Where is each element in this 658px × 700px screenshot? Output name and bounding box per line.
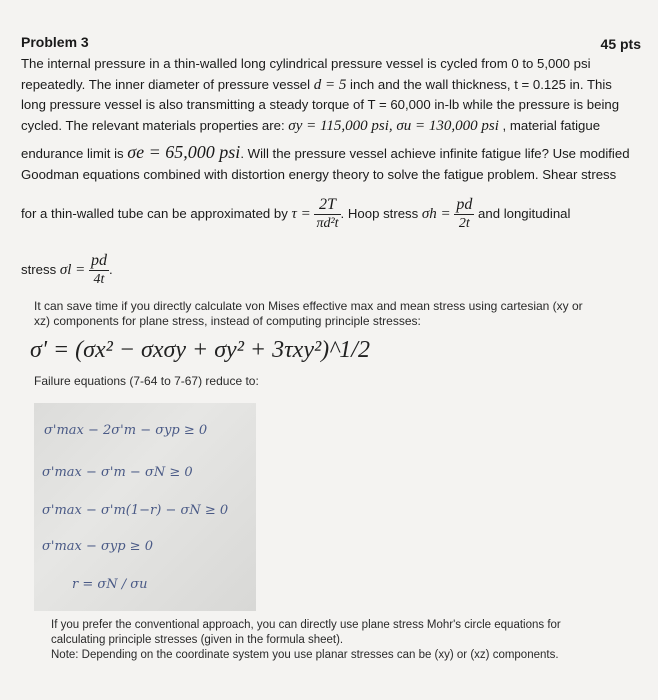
hoop-lhs: σh = [421, 205, 451, 222]
von-mises-formula: σ' = (σx² − σxσy + σy² + 3τxy²)^1/2 [30, 337, 370, 363]
handwritten-equations-image [34, 403, 256, 611]
von-mises-note [34, 299, 639, 329]
text: . Hoop stress [340, 205, 422, 221]
denominator: πd²t [316, 216, 339, 231]
numerator: 2T [314, 196, 340, 215]
formula-line-1 [21, 196, 570, 233]
endurance-limit-eq: σe = 65,000 psi [127, 142, 241, 162]
handwritten-eq-2: σ'max − σ'm − σN ≥ 0 [42, 465, 193, 480]
denominator: 2t [458, 216, 470, 231]
text: This [583, 76, 612, 92]
failure-equations-label: Failure equations (7-64 to 7-67) reduce to: [34, 374, 259, 388]
text: repeatedly. The inner diameter of pressure vessel [21, 76, 314, 92]
bottom-note-line-2: calculating principle stresses (given in the formula sheet). [51, 634, 344, 646]
text: stress [21, 261, 60, 277]
statement-line-6: Goodman equations combined with distortion energy theory to solve the fatigue problem. Shear stress [21, 166, 617, 182]
text: cycled. The relevant materials properties are: [21, 117, 289, 133]
long-lhs: σl = [59, 261, 86, 278]
handwritten-eq-5: r = σN / σu [72, 577, 148, 592]
statement-line-1: The internal pressure in a thin-walled long cylindrical pressure vessel is cycled from 0 to 5,000 psi [21, 56, 591, 71]
formula-line-2 [21, 252, 113, 289]
handwritten-eq-1: σ'max − 2σ'm − σyp ≥ 0 [44, 423, 208, 438]
problem-points: 45 pts [600, 36, 641, 52]
hoop-stress-fraction [454, 196, 474, 233]
thickness-eq: t = 0.125 in. [514, 76, 584, 92]
handwritten-eq-4: σ'max − σyp ≥ 0 [42, 539, 153, 554]
statement-line-2 [21, 75, 643, 96]
text: . Will the pressure vessel achieve infinite fatigue life? Use modified [240, 146, 630, 161]
text: and longitudinal [478, 205, 571, 221]
bottom-note-line-3: Note: Depending on the coordinate system you use planar stresses can be (xy) or (xz) components. [51, 649, 559, 661]
longitudinal-stress-fraction [89, 252, 109, 289]
diameter-eq: d = 5 [313, 76, 347, 93]
text: . [108, 261, 113, 277]
text: inch and the wall thickness, [346, 76, 515, 92]
note-line-1: It can save time if you directly calculate von Mises effective max and mean stress using cartesian (xy or [34, 299, 583, 313]
denominator: 4t [93, 272, 105, 287]
bottom-note-line-1: If you prefer the conventional approach, you can directly use plane stress Mohr's circle equations for [51, 619, 561, 631]
problem-title: Problem 3 [21, 34, 89, 50]
text: for a thin-walled tube can be approximated by [21, 205, 292, 221]
statement-line-3: long pressure vessel is also transmitting a steady torque of T = 60,000 in-lb while the pressure is being [21, 97, 620, 112]
handwritten-eq-3: σ'max − σ'm(1−r) − σN ≥ 0 [42, 503, 229, 518]
note-line-2: xz) components for plane stress, instead of computing principle stresses: [34, 314, 421, 328]
bottom-note [51, 618, 641, 663]
statement-line-4 [21, 116, 643, 137]
numerator: pd [456, 196, 473, 213]
problem-header [21, 34, 641, 54]
text: , material fatigue [498, 117, 601, 133]
shear-stress-fraction [314, 196, 340, 233]
material-props-eq: σy = 115,000 psi, σu = 130,000 psi [288, 117, 499, 134]
statement-line-5 [21, 142, 643, 165]
problem-statement [21, 54, 643, 185]
numerator: pd [90, 252, 107, 269]
text: endurance limit is [21, 146, 128, 161]
tau-lhs: τ = [291, 205, 311, 222]
